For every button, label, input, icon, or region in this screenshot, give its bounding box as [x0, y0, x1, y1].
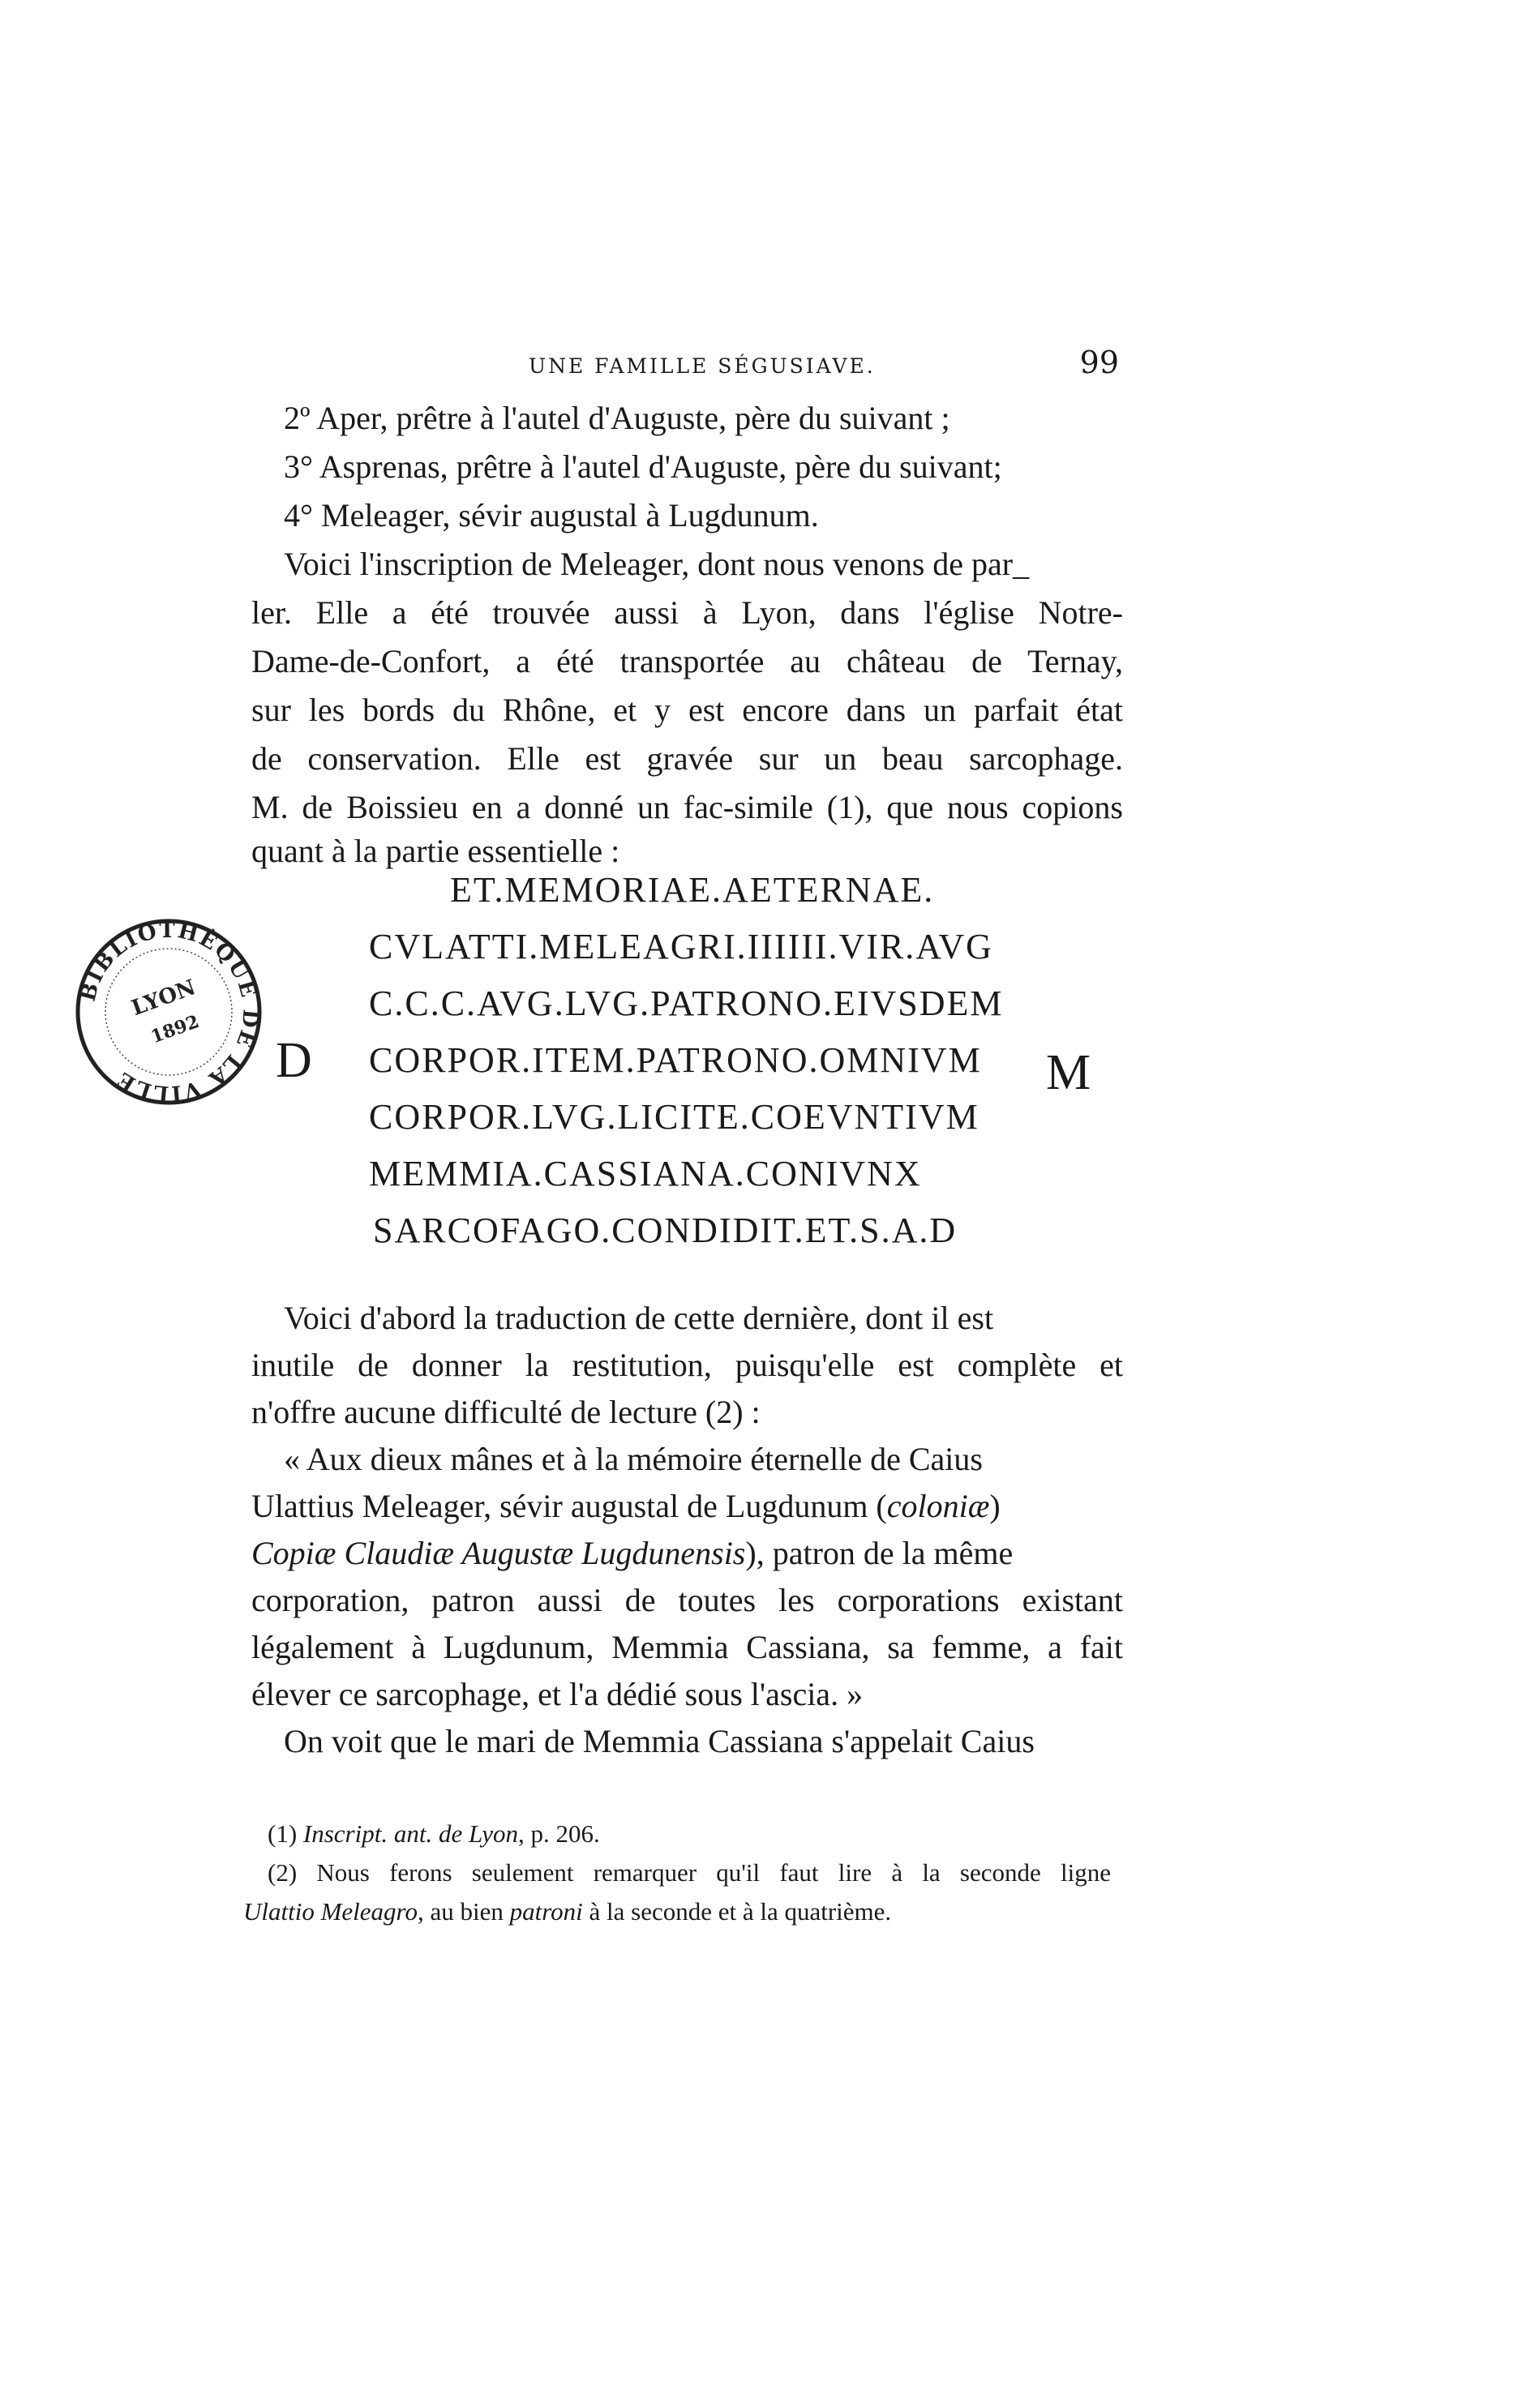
text-line: légalement à Lugdunum, Memmia Cassiana, sa femme, a fait — [251, 1629, 1123, 1665]
text-line: 3° Asprenas, prêtre à l'autel d'Auguste, père du suivant; — [284, 448, 1002, 485]
text-line: sur les bords du Rhône, et y est encore dans un parfait état — [251, 692, 1123, 728]
footnote-2-continued: Ulattio Meleagro, au bien patroni à la seconde et à la quatrième. — [243, 1897, 892, 1926]
running-head — [259, 345, 1119, 393]
inscription-line: MEMMIA.CASSIANA.CONIVNX — [369, 1154, 922, 1193]
text-line: ler. Elle a été trouvée aussi à Lyon, dans l'église Notre- — [251, 594, 1123, 631]
footnote-1: (1) Inscript. ant. de Lyon, p. 206. — [268, 1819, 600, 1848]
inscription-right-letter: M — [1046, 1045, 1091, 1100]
text-line: 4° Meleager, sévir augustal à Lugdunum. — [284, 497, 819, 533]
text-line: corporation, patron aussi de toutes les corporations existant — [251, 1582, 1123, 1618]
text-line: Copiæ Claudiæ Augustæ Lugdunensis), patron de la même — [251, 1535, 1014, 1571]
svg-text:LYON: LYON — [128, 975, 199, 1022]
text-line: élever ce sarcophage, et l'a dédié sous l'ascia. » — [251, 1676, 864, 1712]
footnote-2: (2) Nous ferons seulement remarquer qu'il faut lire à la seconde ligne — [268, 1858, 1111, 1887]
text-line: Voici d'abord la traduction de cette dernière, dont il est — [284, 1300, 994, 1336]
page-number: 99 — [1079, 345, 1119, 380]
inscription-line: SARCOFAGO.CONDIDIT.ET.S.A.D — [373, 1210, 958, 1250]
inscription-line: C.C.C.AVG.LVG.PATRONO.EIVSDEM — [369, 983, 1004, 1023]
inscription-left-letter: D — [276, 1033, 312, 1088]
text-line: M. de Boissieu en a donné un fac-simile (1), que nous copions — [251, 789, 1123, 825]
inscription-line: ET.MEMORIAE.AETERNAE. — [450, 870, 935, 910]
stamp-seal-icon — [71, 915, 266, 1109]
svg-text:BIBLIOTHÈQUE DE LA VILLE: BIBLIOTHÈQUE DE LA VILLE — [75, 918, 263, 1106]
text-line: On voit que le mari de Memmia Cassiana s'appelait Caius — [284, 1723, 1035, 1759]
text-line: Ulattius Meleager, sévir augustal de Lugdunum (coloniæ) — [251, 1488, 1001, 1524]
text-line: « Aux dieux mânes et à la mémoire éternelle de Caius — [284, 1441, 983, 1477]
text-line: quant à la partie essentielle : — [251, 833, 620, 869]
text-line: inutile de donner la restitution, puisqu'elle est complète et — [251, 1347, 1123, 1383]
running-title: UNE FAMILLE SÉGUSIAVE. — [529, 354, 876, 378]
text-line: Voici l'inscription de Meleager, dont nous venons de par_ — [284, 546, 1030, 582]
inscription-line: CORPOR.ITEM.PATRONO.OMNIVM — [369, 1040, 982, 1080]
text-line: de conservation. Elle est gravée sur un beau sarcophage. — [251, 740, 1123, 777]
text-line: Dame-de-Confort, a été transportée au château de Ternay, — [251, 643, 1123, 679]
inscription-line: CVLATTI.MELEAGRI.IIIIII.VIR.AVG — [369, 927, 993, 966]
library-stamp — [71, 915, 266, 1109]
text-line: n'offre aucune difficulté de lecture (2) : — [251, 1394, 761, 1430]
svg-text:1892: 1892 — [148, 1010, 203, 1048]
text-line: 2º Aper, prêtre à l'autel d'Auguste, père du suivant ; — [284, 400, 950, 436]
inscription-line: CORPOR.LVG.LICITE.COEVNTIVM — [369, 1097, 979, 1137]
